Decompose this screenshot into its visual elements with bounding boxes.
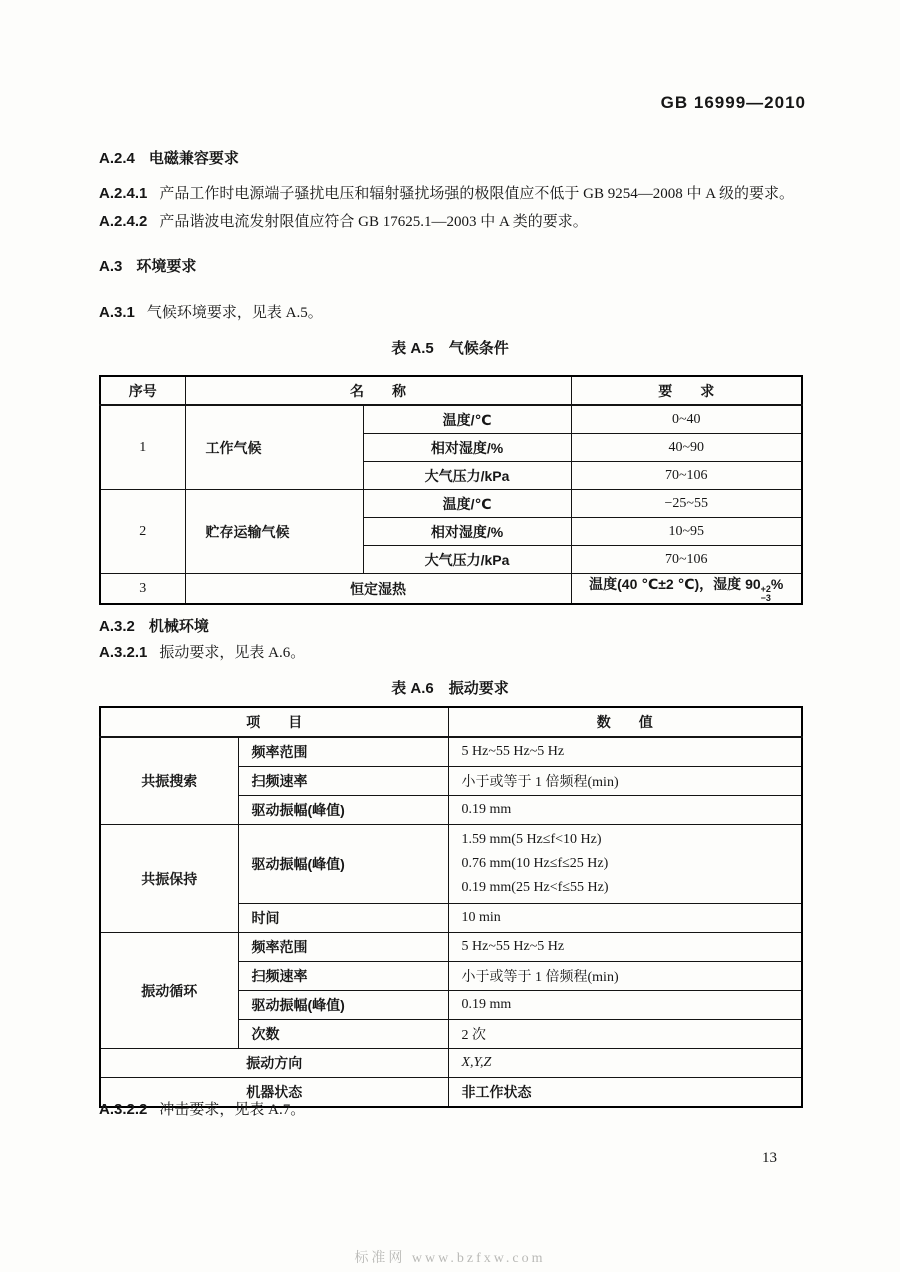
section-heading-a24 xyxy=(99,147,239,168)
paragraph-number: A.3.1 xyxy=(99,304,135,321)
cell-item: 扫频速率 xyxy=(238,962,448,991)
paragraph-number: A.2.4.1 xyxy=(99,185,148,202)
table-row xyxy=(100,737,802,767)
paragraph-text: 产品谐波电流发射限值应符合 GB 17625.1—2003 中 A 类的要求。 xyxy=(159,214,588,230)
cell-item: 驱动振幅(峰值) xyxy=(238,825,448,904)
table-row xyxy=(100,1049,802,1078)
section-title: 环境要求 xyxy=(136,258,197,275)
requirement-unit: % xyxy=(770,576,784,592)
cell-item: 大气压力/kPa xyxy=(363,546,571,574)
cell-group-name: 振动循环 xyxy=(100,933,238,1049)
section-number: A.3 xyxy=(99,258,123,275)
paragraph-text: 气候环境要求，见表 A.5。 xyxy=(146,305,323,321)
table-a5 xyxy=(99,375,803,605)
paragraph-text: 冲击要求，见表 A.7。 xyxy=(159,1102,306,1118)
cell-group-name: 共振搜索 xyxy=(100,737,238,825)
cell-value: 小于或等于 1 倍频程(min) xyxy=(448,962,802,991)
cell-item: 频率范围 xyxy=(238,737,448,767)
cell-item: 相对湿度/% xyxy=(363,518,571,546)
cell-requirement: 70~106 xyxy=(571,462,802,490)
cell-item: 相对湿度/% xyxy=(363,434,571,462)
paragraph-a322 xyxy=(99,1100,807,1120)
cell-value: 5 Hz~55 Hz~5 Hz xyxy=(448,933,802,962)
table-header-row xyxy=(100,707,802,737)
header-cell-item: 项 目 xyxy=(100,707,448,737)
cell-value: 5 Hz~55 Hz~5 Hz xyxy=(448,737,802,767)
header-cell-name: 名 称 xyxy=(185,376,571,405)
cell-seq: 1 xyxy=(100,405,185,490)
page-number: 13 xyxy=(762,1150,777,1166)
cell-item: 次数 xyxy=(238,1020,448,1049)
header-cell-value: 数 值 xyxy=(448,707,802,737)
table-row xyxy=(100,825,802,904)
cell-value: 小于或等于 1 倍频程(min) xyxy=(448,767,802,796)
table-row xyxy=(100,405,802,434)
amp-line: 0.76 mm(10 Hz≤f≤25 Hz) xyxy=(461,856,609,871)
cell-seq: 2 xyxy=(100,490,185,574)
paragraph-a321 xyxy=(99,643,807,663)
tolerance-upper: +2 xyxy=(760,584,771,594)
cell-item: 大气压力/kPa xyxy=(363,462,571,490)
section-number: A.2.4 xyxy=(99,150,135,167)
cell-item: 机器状态 xyxy=(100,1078,448,1108)
cell-requirement xyxy=(571,574,802,605)
cell-item: 扫频速率 xyxy=(238,767,448,796)
cell-value-multiline xyxy=(448,825,802,904)
section-number: A.3.2 xyxy=(99,618,135,635)
cell-requirement: −25~55 xyxy=(571,490,802,518)
table-row xyxy=(100,574,802,605)
cell-requirement: 40~90 xyxy=(571,434,802,462)
header-cell-seq: 序号 xyxy=(100,376,185,405)
cell-item: 驱动振幅(峰值) xyxy=(238,991,448,1020)
cell-item: 驱动振幅(峰值) xyxy=(238,796,448,825)
cell-value: X,Y,Z xyxy=(448,1049,802,1078)
paragraph-a242 xyxy=(99,212,807,232)
cell-group-name: 贮存运输气候 xyxy=(185,490,363,574)
amp-line: 0.19 mm(25 Hz<f≤55 Hz) xyxy=(461,880,609,895)
section-title: 机械环境 xyxy=(148,618,209,635)
cell-group-name: 恒定湿热 xyxy=(185,574,571,605)
cell-requirement: 0~40 xyxy=(571,405,802,434)
cell-value: 非工作状态 xyxy=(448,1078,802,1108)
section-title: 电磁兼容要求 xyxy=(148,150,239,167)
table-a6 xyxy=(99,706,803,1108)
requirement-text: 温度(40 ℃±2 ℃)，湿度 90 xyxy=(589,576,761,592)
cell-item: 温度/℃ xyxy=(363,405,571,434)
tolerance-lower: −3 xyxy=(760,593,771,603)
table-a6-caption: 表 A.6 振动要求 xyxy=(391,680,509,697)
paragraph-number: A.3.2.2 xyxy=(99,1101,148,1118)
paragraph-number: A.2.4.2 xyxy=(99,213,148,230)
table-a5-caption: 表 A.5 气候条件 xyxy=(391,340,509,357)
cell-value: 0.19 mm xyxy=(448,796,802,825)
cell-value: 2 次 xyxy=(448,1020,802,1049)
cell-value: 0.19 mm xyxy=(448,991,802,1020)
paragraph-a241 xyxy=(99,184,807,204)
cell-value: 10 min xyxy=(448,904,802,933)
paragraph-number: A.3.2.1 xyxy=(99,644,148,661)
cell-item: 时间 xyxy=(238,904,448,933)
table-row xyxy=(100,933,802,962)
table-header-row xyxy=(100,376,802,405)
paragraph-text: 振动要求，见表 A.6。 xyxy=(159,645,306,661)
cell-item: 频率范围 xyxy=(238,933,448,962)
cell-item: 振动方向 xyxy=(100,1049,448,1078)
tolerance-stack xyxy=(761,585,771,603)
paragraph-text: 产品工作时电源端子骚扰电压和辐射骚扰场强的极限值应不低于 GB 9254—2008 中 A 级的要求。 xyxy=(159,186,794,202)
header-cell-requirement: 要 求 xyxy=(571,376,802,405)
cell-requirement: 10~95 xyxy=(571,518,802,546)
standard-number: GB 16999—2010 xyxy=(660,93,806,112)
paragraph-a31 xyxy=(99,303,807,323)
cell-requirement: 70~106 xyxy=(571,546,802,574)
section-heading-a3 xyxy=(99,255,196,276)
table-row xyxy=(100,490,802,518)
watermark-text: 标准网 www.bzfxw.com xyxy=(354,1251,546,1266)
cell-group-name: 共振保持 xyxy=(100,825,238,933)
amp-line: 1.59 mm(5 Hz≤f<10 Hz) xyxy=(461,832,602,847)
cell-seq: 3 xyxy=(100,574,185,605)
cell-item: 温度/℃ xyxy=(363,490,571,518)
section-heading-a32 xyxy=(99,615,209,636)
cell-group-name: 工作气候 xyxy=(185,405,363,490)
